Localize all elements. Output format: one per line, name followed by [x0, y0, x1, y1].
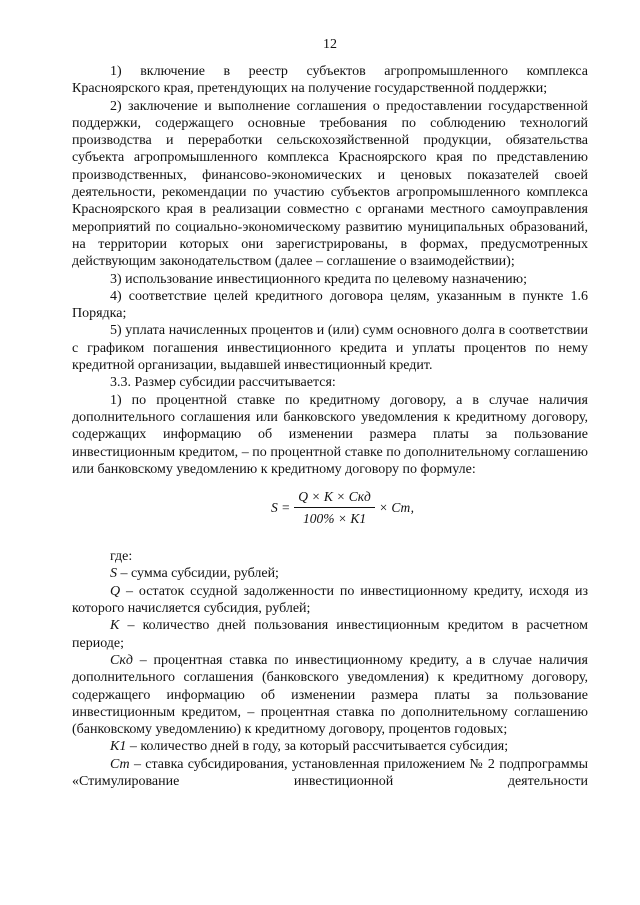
definition-text: – сумма субсидии, рублей; — [117, 566, 279, 582]
definition-symbol: Ст — [110, 756, 130, 772]
definition-text: – количество дней в году, за который рассчитывается субсидия; — [126, 739, 509, 755]
paragraph-item-2: 2) заключение и выполнение соглашения о предоставлении государственной поддержки, содержащего основные требования по соблюдению технологий производства и переработки сельскохозяйственной продукции, обязательства субъекта агропромышленного комплекса Красноярского края по представлению производственных, финансово-экономических и ценовых показателей своей деятельности, рекомендации по участию субъектов агропромышленного комплекса Красноярского края в реализации совместно с органами местного самоуправления мероприятий по социально-экономическому развитию муниципальных образований, на территории которых они зарегистрированы, в формах, предусмотренных действующим законодательством (далее – соглашение о взаимодействии); — [72, 98, 588, 270]
definition-symbol: Cкд — [110, 652, 133, 668]
paragraph-item-5: 5) уплата начисленных процентов и (или) сумм основного долга в соответствии с графиком погашения инвестиционного кредита и уплаты процентов по нему кредитной организации, выдавшей инвестиционный кредит. — [72, 323, 588, 374]
document-page — [72, 0, 588, 905]
paragraph-item-3: 3) использование инвестиционного кредита по целевому назначению; — [110, 271, 528, 287]
definition-q — [72, 583, 588, 618]
definition-text: – количество дней пользования инвестиционным кредитом в расчетном периоде; — [72, 618, 588, 651]
formula-rhs: × Ст, — [378, 500, 415, 516]
formula-numerator: Q × K × Cкд — [294, 488, 375, 508]
definition-text: – остаток ссудной задолженности по инвестиционному кредиту, исходя из которого начисляется субсидия, рублей; — [72, 583, 588, 617]
definition-symbol: S — [110, 566, 117, 582]
document-body — [72, 63, 588, 790]
definition-ckd — [72, 652, 588, 738]
definition-text: – процентная ставка по инвестиционному кредиту, а в случае наличия дополнительного соглашения (банковского уведомления) к кредитному договору, содержащего информацию об изменении размера платы за пользование инвестиционным кредитом, – процентная ставка по дополнительному соглашению (банковскому уведомлению) к кредитному договору, процентов годовых; — [72, 652, 588, 738]
definition-k1 — [72, 738, 588, 755]
definition-st — [72, 756, 588, 791]
formula-denominator: 100% × K1 — [303, 511, 367, 527]
paragraph-item-4: 4) соответствие целей кредитного договора целям, указанным в пункте 1.6 Порядка; — [72, 288, 588, 322]
paragraph-item-1: 1) включение в реестр субъектов агропромышленного комплекса Красноярского края, претендующих на получение государственной поддержки; — [72, 64, 588, 97]
paragraph-calculation-1: 1) по процентной ставке по кредитному договору, а в случае наличия дополнительного соглашения или банковского уведомления к кредитному договору, содержащих информацию об изменении размера платы за пользование инвестиционным кредитом, – по процентной ставке по дополнительному соглашению или банковскому уведомлению к кредитному договору по формуле: — [72, 392, 588, 477]
where-label: где: — [110, 549, 133, 565]
section-heading-3-3: 3.3. Размер субсидии рассчитывается: — [110, 375, 336, 391]
definition-s — [72, 565, 588, 582]
definition-symbol: K1 — [110, 739, 127, 755]
definition-symbol: Q — [110, 583, 121, 599]
definition-symbol: K — [110, 618, 120, 634]
formula-block — [72, 478, 588, 548]
subsidy-formula — [271, 488, 414, 528]
formula-lhs: S = — [271, 500, 291, 516]
definition-k — [72, 617, 588, 652]
page-number: 12 — [323, 37, 337, 52]
definition-text: – ставка субсидирования, установленная приложением № 2 подпрограммы «Стимулирование инвестиционной деятельности — [72, 756, 588, 789]
formula-fraction — [294, 488, 375, 528]
